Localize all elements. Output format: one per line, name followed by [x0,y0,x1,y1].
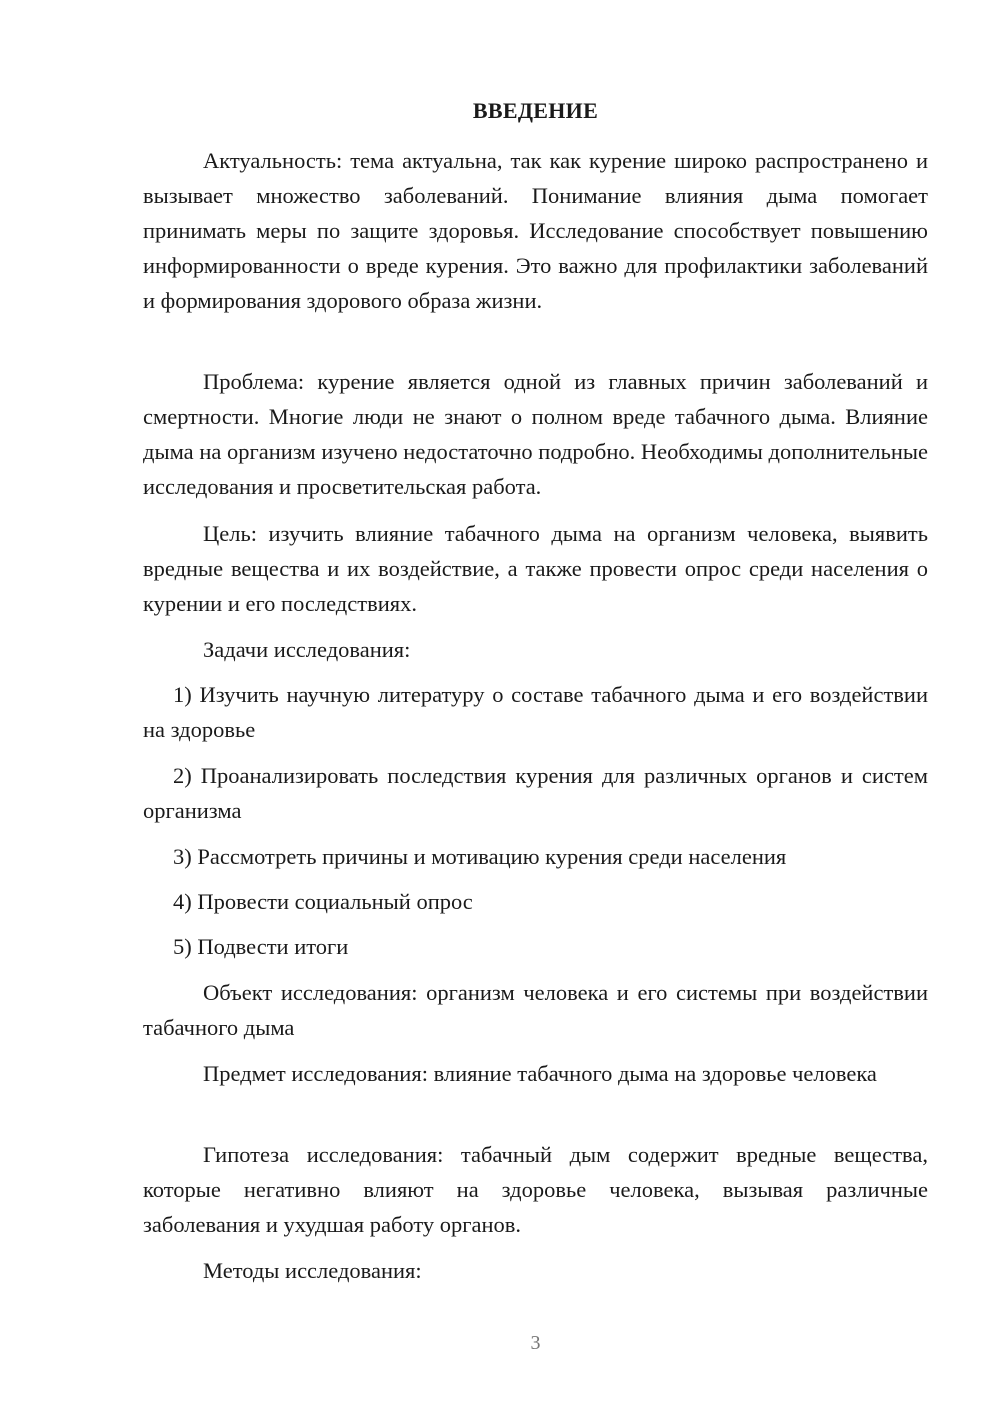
methods-paragraph: Методы исследования: [203,1258,422,1283]
hypothesis-paragraph: Гипотеза исследования: табачный дым содержит вредные вещества, которые негативно влияют на здоровье человека, вызывая различные заболевания и ухудшая работу органов. [143,1142,928,1237]
object-paragraph: Объект исследования: организм человека и его системы при воздействии табачного дыма [143,980,928,1040]
task-item: 1) Изучить научную литературу о составе табачного дыма и его воздействии на здоровье [143,682,928,742]
subject-paragraph: Предмет исследования: влияние табачного дыма на здоровье человека [203,1061,877,1086]
relevance-paragraph: Актуальность: тема актуальна, так как курение широко распространено и вызывает множество заболеваний. Понимание влияния дыма помогает принимать меры по защите здоровья. Исследование способствует повышению информированности о вреде курения. Это важно для профилактики заболеваний и формирования здорового образа жизни. [143,148,928,313]
problem-paragraph: Проблема: курение является одной из главных причин заболеваний и смертности. Многие люди не знают о полном вреде табачного дыма. Влияние дыма на организм изучено недостаточно подробно. Необходимы дополнительные исследования и просветительская работа. [143,369,928,499]
goal-paragraph: Цель: изучить влияние табачного дыма на организм человека, выявить вредные вещества и их воздействие, а также провести опрос среди населения о курении и его последствиях. [143,521,928,616]
tasks-intro: Задачи исследования: [203,637,411,662]
page-number: 3 [530,1332,541,1354]
task-item: 5) Подвести итоги [173,934,349,959]
task-item: 2) Проанализировать последствия курения для различных органов и систем организма [143,763,928,823]
document-page [143,0,928,1414]
task-item: 3) Рассмотреть причины и мотивацию курения среди населения [173,844,787,869]
task-item: 4) Провести социальный опрос [173,889,473,914]
page-title: ВВЕДЕНИЕ [472,98,599,123]
